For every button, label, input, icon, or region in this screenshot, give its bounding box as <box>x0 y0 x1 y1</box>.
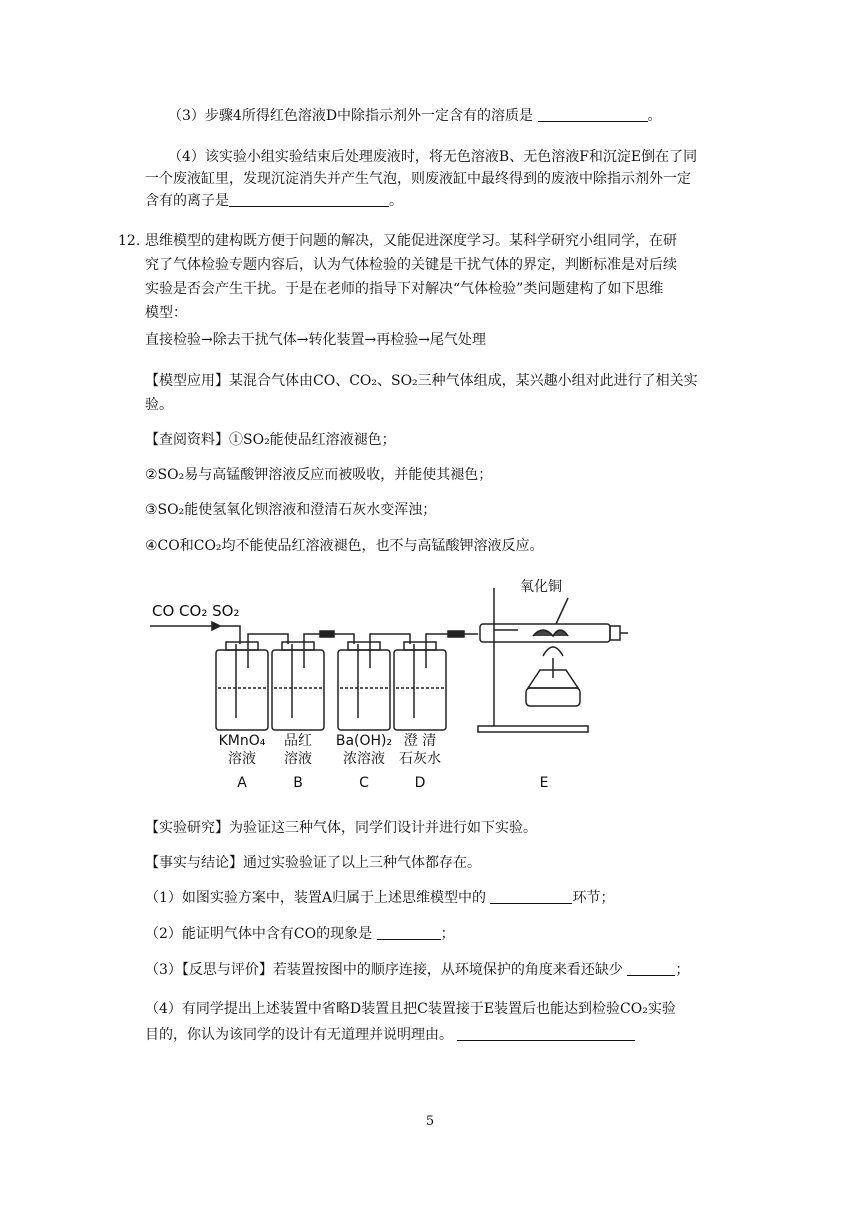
q11-part4-line1: （4）该实验小组实验结束后处理废液时，将无色溶液B、无色溶液F和沉淀E倒在了同 <box>168 149 698 165</box>
question-number: 12. <box>118 233 141 249</box>
model-application-line2: 验。 <box>145 397 173 413</box>
apparatus-e-label: E <box>539 775 549 791</box>
thinking-model: 直接检验→除去干扰气体→转化装置→再检验→尾气处理 <box>145 332 486 348</box>
q12-part2: （2）能证明气体中含有CO的现象是 ； <box>145 920 720 948</box>
gas-mixture-label: CO CO₂ SO₂ <box>152 602 240 620</box>
facts-conclusion: 【事实与结论】通过实验验证了以上三种气体都存在。 <box>145 855 481 871</box>
q11-part3: （3）步骤4所得红色溶液D中除指示剂外一定含有的溶质是 。 <box>168 102 720 130</box>
q12-intro-line1: 思维模型的建构既方便于问题的解决，又能促进深度学习。某科学研究小组同学，在研 <box>145 233 677 249</box>
bottle-b-label: 品红 溶液 B <box>284 733 312 791</box>
q12-part3: （3）【反思与评价】若装置按图中的顺序连接，从环境保护的角度来看还缺少 ； <box>145 956 720 984</box>
answer-blank[interactable] <box>377 923 441 940</box>
bottle-d-label: 澄 清 石灰水 D <box>399 733 441 791</box>
q12-intro-line2: 究了气体检验专题内容后，认为气体检验的关键是干扰气体的界定，判断标准是对后续 <box>145 257 677 273</box>
q11-part4-line2: 一个废液缸里，发现沉淀消失并产生气泡，则废液缸中最终得到的废液中除指示剂外一定 <box>145 171 691 187</box>
page-number: 5 <box>425 1114 435 1129</box>
q12-part4-line2: 目的，你认为该同学的设计有无道理并说明理由。 <box>145 1021 720 1049</box>
q12-intro-line4: 模型： <box>145 305 187 321</box>
reference-2: ②SO₂易与高锰酸钾溶液反应而被吸收，并能使其褪色； <box>145 467 493 483</box>
model-application-line1: 【模型应用】某混合气体由CO、CO₂、SO₂三种气体组成，某兴趣小组对此进行了相关实 <box>145 373 698 389</box>
answer-blank[interactable] <box>229 190 389 207</box>
q11-part4-line3: 含有的离子是 。 <box>145 187 720 215</box>
apparatus-figure <box>148 578 628 798</box>
answer-blank[interactable] <box>627 959 675 976</box>
experiment-research: 【实验研究】为验证这三种气体，同学们设计并进行如下实验。 <box>145 820 537 836</box>
bottle-a-label: KMnO₄ 溶液 A <box>218 733 266 791</box>
reference-3: ③SO₂能使氢氧化钡溶液和澄清石灰水变浑浊； <box>145 502 437 518</box>
q12-intro-line3: 实验是否会产生干扰。于是在老师的指导下对解决“气体检验”类问题建构了如下思维 <box>145 281 664 297</box>
q12-part1: （1）如图实验方案中，装置A归属于上述思维模型中的 环节； <box>145 884 720 912</box>
answer-blank[interactable] <box>490 887 572 904</box>
copper-oxide-label: 氧化铜 <box>520 579 562 595</box>
bottle-c-label: Ba(OH)₂ 浓溶液 C <box>335 733 393 791</box>
answer-blank[interactable] <box>538 105 648 122</box>
reference-1: 【查阅资料】①SO₂能使品红溶液褪色； <box>145 432 396 448</box>
answer-blank[interactable] <box>457 1024 635 1041</box>
q12-part4-line1: （4）有同学提出上述装置中省略D装置且把C装置接于E装置后也能达到检验CO₂实验 <box>145 1001 676 1017</box>
reference-4: ④CO和CO₂均不能使品红溶液褪色，也不与高锰酸钾溶液反应。 <box>145 538 544 554</box>
